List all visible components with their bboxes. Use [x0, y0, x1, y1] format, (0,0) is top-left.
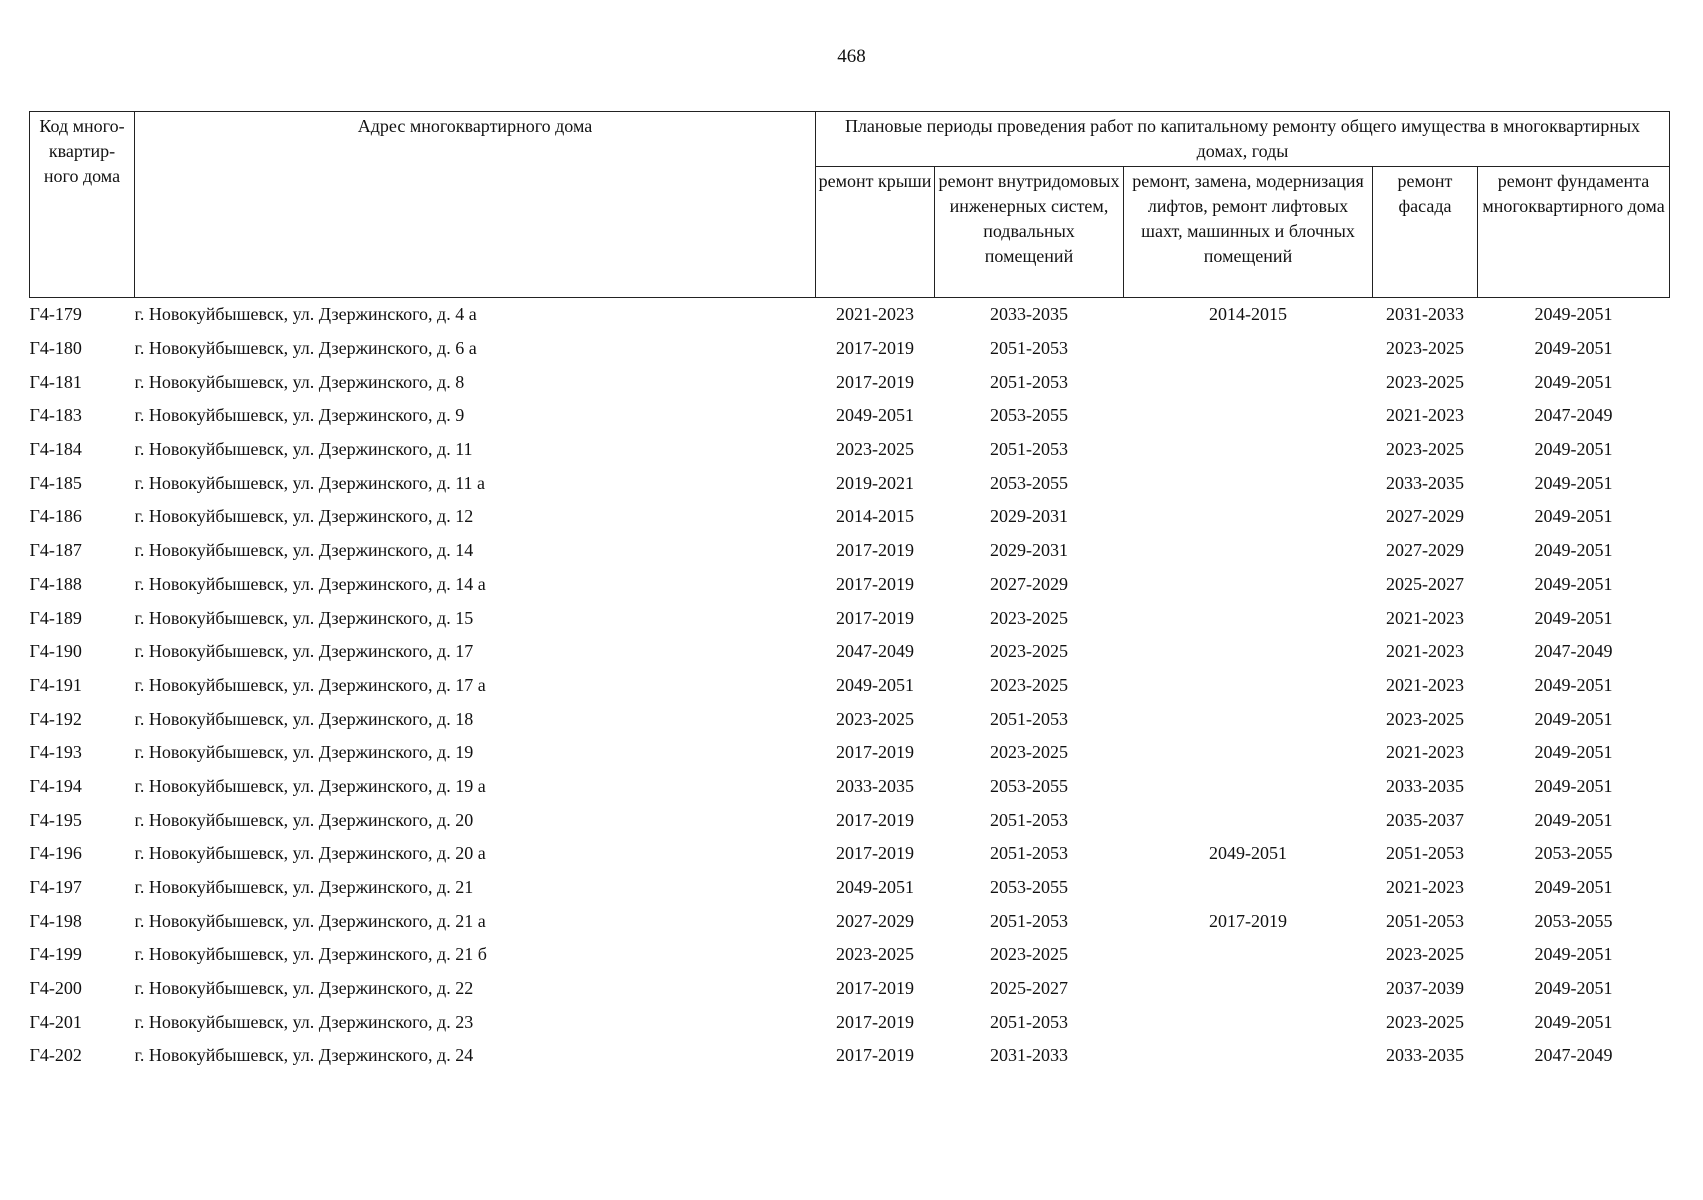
cell-address: г. Новокуйбышевск, ул. Дзержинского, д. 24	[134, 1045, 474, 1066]
cell-elevators	[1124, 972, 1373, 1006]
cell-engineering: 2025-2027	[990, 978, 1068, 999]
cell-address: г. Новокуйбышевск, ул. Дзержинского, д. 19 а	[134, 775, 486, 796]
cell-code: Г4-180	[29, 338, 82, 359]
cell-engineering: 2051-2053	[990, 809, 1068, 830]
cell-engineering: 2051-2053	[990, 439, 1068, 460]
cell-address: г. Новокуйбышевск, ул. Дзержинского, д. 14	[134, 540, 474, 561]
capital-repair-schedule-table	[29, 111, 1670, 1073]
table-row	[30, 972, 1670, 1006]
cell-roof: 2027-2029	[836, 910, 914, 931]
cell-facade: 2023-2025	[1386, 944, 1464, 965]
cell-address: г. Новокуйбышевск, ул. Дзержинского, д. 21 б	[134, 944, 487, 965]
cell-code: Г4-190	[29, 641, 82, 662]
cell-code: Г4-192	[29, 708, 82, 729]
cell-address: г. Новокуйбышевск, ул. Дзержинского, д. 19	[134, 742, 474, 763]
cell-address: г. Новокуйбышевск, ул. Дзержинского, д. 20	[134, 809, 474, 830]
cell-engineering: 2027-2029	[990, 573, 1068, 594]
table-row	[30, 1005, 1670, 1039]
cell-engineering: 2051-2053	[990, 1011, 1068, 1032]
cell-elevators: 2014-2015	[1209, 304, 1287, 325]
cell-engineering: 2053-2055	[990, 775, 1068, 796]
cell-address: г. Новокуйбышевск, ул. Дзержинского, д. 17 а	[134, 674, 486, 695]
cell-foundation: 2049-2051	[1534, 775, 1613, 796]
table-row	[30, 770, 1670, 804]
cell-foundation: 2049-2051	[1534, 304, 1613, 325]
cell-address: г. Новокуйбышевск, ул. Дзержинского, д. 11 а	[134, 472, 486, 493]
cell-engineering: 2051-2053	[990, 371, 1068, 392]
cell-roof: 2017-2019	[836, 573, 914, 594]
cell-engineering: 2029-2031	[990, 540, 1068, 561]
header-foundation: ремонт фундамента многоквартирного дома	[1478, 167, 1670, 298]
cell-foundation: 2049-2051	[1534, 338, 1613, 359]
cell-address: г. Новокуйбышевск, ул. Дзержинского, д. 6 а	[134, 338, 477, 359]
cell-foundation: 2053-2055	[1534, 843, 1613, 864]
cell-facade: 2027-2029	[1386, 506, 1464, 527]
cell-engineering: 2051-2053	[990, 708, 1068, 729]
cell-address: г. Новокуйбышевск, ул. Дзержинского, д. 8	[134, 371, 465, 392]
cell-code: Г4-186	[29, 506, 82, 527]
cell-facade: 2033-2035	[1386, 472, 1464, 493]
schedule-table-container	[29, 111, 1669, 1073]
cell-elevators	[1124, 534, 1373, 568]
cell-engineering: 2023-2025	[990, 944, 1068, 965]
cell-code: Г4-200	[29, 978, 82, 999]
cell-code: Г4-193	[29, 742, 82, 763]
cell-code: Г4-189	[29, 607, 82, 628]
table-header	[30, 112, 1670, 298]
cell-roof: 2049-2051	[836, 405, 914, 426]
cell-foundation: 2049-2051	[1534, 742, 1613, 763]
table-row	[30, 736, 1670, 770]
cell-roof: 2023-2025	[836, 439, 914, 460]
cell-roof: 2019-2021	[836, 472, 914, 493]
table-row	[30, 702, 1670, 736]
cell-foundation: 2049-2051	[1534, 540, 1613, 561]
cell-facade: 2023-2025	[1386, 371, 1464, 392]
cell-address: г. Новокуйбышевск, ул. Дзержинского, д. 9	[134, 405, 465, 426]
table-row	[30, 803, 1670, 837]
cell-roof: 2017-2019	[836, 742, 914, 763]
cell-roof: 2017-2019	[836, 843, 914, 864]
cell-elevators	[1124, 736, 1373, 770]
cell-roof: 2017-2019	[836, 371, 914, 392]
cell-roof: 2033-2035	[836, 775, 914, 796]
cell-roof: 2017-2019	[836, 607, 914, 628]
cell-code: Г4-198	[29, 910, 82, 931]
cell-address: г. Новокуйбышевск, ул. Дзержинского, д. 11	[134, 439, 473, 460]
cell-code: Г4-195	[29, 809, 82, 830]
cell-engineering: 2031-2033	[990, 1045, 1068, 1066]
cell-foundation: 2049-2051	[1534, 472, 1613, 493]
cell-roof: 2017-2019	[836, 540, 914, 561]
cell-elevators	[1124, 568, 1373, 602]
cell-facade: 2023-2025	[1386, 708, 1464, 729]
cell-facade: 2021-2023	[1386, 641, 1464, 662]
cell-engineering: 2023-2025	[990, 607, 1068, 628]
cell-roof: 2017-2019	[836, 1045, 914, 1066]
cell-engineering: 2051-2053	[990, 843, 1068, 864]
cell-elevators	[1124, 433, 1373, 467]
cell-facade: 2027-2029	[1386, 540, 1464, 561]
cell-facade: 2021-2023	[1386, 877, 1464, 898]
cell-foundation: 2049-2051	[1534, 944, 1613, 965]
header-facade: ремонт фасада	[1373, 167, 1478, 298]
cell-elevators	[1124, 500, 1373, 534]
table-row	[30, 904, 1670, 938]
cell-roof: 2017-2019	[836, 338, 914, 359]
cell-code: Г4-196	[29, 843, 82, 864]
table-row	[30, 399, 1670, 433]
cell-code: Г4-187	[29, 540, 82, 561]
cell-facade: 2031-2033	[1386, 304, 1464, 325]
cell-elevators	[1124, 770, 1373, 804]
header-code: Код много-квартир-ного дома	[30, 112, 135, 298]
cell-elevators	[1124, 466, 1373, 500]
table-row	[30, 500, 1670, 534]
cell-roof: 2017-2019	[836, 978, 914, 999]
cell-foundation: 2049-2051	[1534, 809, 1613, 830]
header-engineering: ремонт внутридомовых инженерных систем, подвальных помещений	[935, 167, 1124, 298]
cell-address: г. Новокуйбышевск, ул. Дзержинского, д. 18	[134, 708, 474, 729]
cell-foundation: 2047-2049	[1534, 641, 1613, 662]
cell-code: Г4-184	[29, 439, 82, 460]
header-roof: ремонт крыши	[816, 167, 935, 298]
table-row	[30, 1039, 1670, 1073]
cell-elevators	[1124, 1005, 1373, 1039]
cell-roof: 2017-2019	[836, 1011, 914, 1032]
cell-elevators	[1124, 803, 1373, 837]
table-row	[30, 298, 1670, 332]
cell-facade: 2021-2023	[1386, 607, 1464, 628]
cell-engineering: 2023-2025	[990, 742, 1068, 763]
cell-roof: 2021-2023	[836, 304, 914, 325]
cell-roof: 2023-2025	[836, 708, 914, 729]
cell-code: Г4-181	[29, 371, 82, 392]
cell-address: г. Новокуйбышевск, ул. Дзержинского, д. 12	[134, 506, 474, 527]
cell-address: г. Новокуйбышевск, ул. Дзержинского, д. 15	[134, 607, 474, 628]
cell-code: Г4-179	[29, 304, 82, 325]
cell-code: Г4-191	[29, 674, 82, 695]
cell-foundation: 2049-2051	[1534, 877, 1613, 898]
cell-facade: 2051-2053	[1386, 910, 1464, 931]
cell-facade: 2051-2053	[1386, 843, 1464, 864]
cell-facade: 2035-2037	[1386, 809, 1464, 830]
cell-facade: 2023-2025	[1386, 439, 1464, 460]
cell-facade: 2033-2035	[1386, 775, 1464, 796]
cell-facade: 2033-2035	[1386, 1045, 1464, 1066]
header-periods-group: Плановые периоды проведения работ по капитальному ремонту общего имущества в многоквартирных домах, годы	[816, 112, 1670, 167]
table-row	[30, 466, 1670, 500]
cell-foundation: 2047-2049	[1534, 1045, 1613, 1066]
cell-engineering: 2053-2055	[990, 877, 1068, 898]
cell-facade: 2021-2023	[1386, 674, 1464, 695]
header-address: Адрес многоквартирного дома	[135, 112, 816, 298]
cell-elevators	[1124, 332, 1373, 366]
cell-elevators	[1124, 365, 1373, 399]
cell-foundation: 2049-2051	[1534, 439, 1613, 460]
cell-engineering: 2053-2055	[990, 405, 1068, 426]
cell-engineering: 2029-2031	[990, 506, 1068, 527]
cell-address: г. Новокуйбышевск, ул. Дзержинского, д. 14 а	[134, 573, 486, 594]
table-row	[30, 938, 1670, 972]
cell-elevators	[1124, 938, 1373, 972]
table-row	[30, 871, 1670, 905]
cell-code: Г4-183	[29, 405, 82, 426]
cell-elevators	[1124, 601, 1373, 635]
cell-foundation: 2049-2051	[1534, 978, 1613, 999]
cell-foundation: 2049-2051	[1534, 573, 1613, 594]
cell-foundation: 2053-2055	[1534, 910, 1613, 931]
cell-foundation: 2049-2051	[1534, 674, 1613, 695]
cell-elevators	[1124, 399, 1373, 433]
table-row	[30, 433, 1670, 467]
cell-engineering: 2051-2053	[990, 910, 1068, 931]
cell-address: г. Новокуйбышевск, ул. Дзержинского, д. 4 а	[134, 304, 477, 325]
table-row	[30, 635, 1670, 669]
cell-code: Г4-201	[29, 1011, 82, 1032]
cell-engineering: 2051-2053	[990, 338, 1068, 359]
cell-code: Г4-199	[29, 944, 82, 965]
table-row	[30, 332, 1670, 366]
cell-roof: 2023-2025	[836, 944, 914, 965]
cell-code: Г4-185	[29, 472, 82, 493]
cell-address: г. Новокуйбышевск, ул. Дзержинского, д. 22	[134, 978, 474, 999]
cell-elevators	[1124, 669, 1373, 703]
cell-elevators	[1124, 702, 1373, 736]
cell-code: Г4-194	[29, 775, 82, 796]
table-body	[30, 298, 1670, 1073]
cell-code: Г4-188	[29, 573, 82, 594]
cell-address: г. Новокуйбышевск, ул. Дзержинского, д. 17	[134, 641, 474, 662]
cell-foundation: 2047-2049	[1534, 405, 1613, 426]
cell-foundation: 2049-2051	[1534, 607, 1613, 628]
cell-facade: 2021-2023	[1386, 405, 1464, 426]
cell-elevators	[1124, 871, 1373, 905]
cell-facade: 2025-2027	[1386, 573, 1464, 594]
cell-facade: 2037-2039	[1386, 978, 1464, 999]
cell-code: Г4-202	[29, 1045, 82, 1066]
cell-roof: 2047-2049	[836, 641, 914, 662]
cell-facade: 2023-2025	[1386, 338, 1464, 359]
header-elevators: ремонт, замена, модернизация лифтов, ремонт лифтовых шахт, машинных и блочных помещений	[1124, 167, 1373, 298]
cell-code: Г4-197	[29, 877, 82, 898]
cell-engineering: 2053-2055	[990, 472, 1068, 493]
cell-address: г. Новокуйбышевск, ул. Дзержинского, д. 20 а	[134, 843, 486, 864]
cell-facade: 2023-2025	[1386, 1011, 1464, 1032]
cell-roof: 2049-2051	[836, 674, 914, 695]
cell-facade: 2021-2023	[1386, 742, 1464, 763]
cell-roof: 2049-2051	[836, 877, 914, 898]
table-row	[30, 365, 1670, 399]
table-row	[30, 601, 1670, 635]
cell-roof: 2017-2019	[836, 809, 914, 830]
page-number: 468	[837, 46, 866, 67]
cell-engineering: 2023-2025	[990, 641, 1068, 662]
cell-address: г. Новокуйбышевск, ул. Дзержинского, д. 21	[134, 877, 474, 898]
cell-address: г. Новокуйбышевск, ул. Дзержинского, д. 21 а	[134, 910, 486, 931]
table-row	[30, 534, 1670, 568]
cell-foundation: 2049-2051	[1534, 708, 1613, 729]
cell-foundation: 2049-2051	[1534, 1011, 1613, 1032]
cell-elevators	[1124, 1039, 1373, 1073]
cell-foundation: 2049-2051	[1534, 506, 1613, 527]
table-row	[30, 568, 1670, 602]
table-row	[30, 669, 1670, 703]
table-row	[30, 837, 1670, 871]
cell-roof: 2014-2015	[836, 506, 914, 527]
cell-engineering: 2023-2025	[990, 674, 1068, 695]
cell-elevators	[1124, 635, 1373, 669]
cell-foundation: 2049-2051	[1534, 371, 1613, 392]
cell-engineering: 2033-2035	[990, 304, 1068, 325]
cell-elevators: 2017-2019	[1209, 910, 1287, 931]
cell-elevators: 2049-2051	[1209, 843, 1287, 864]
cell-address: г. Новокуйбышевск, ул. Дзержинского, д. 23	[134, 1011, 474, 1032]
